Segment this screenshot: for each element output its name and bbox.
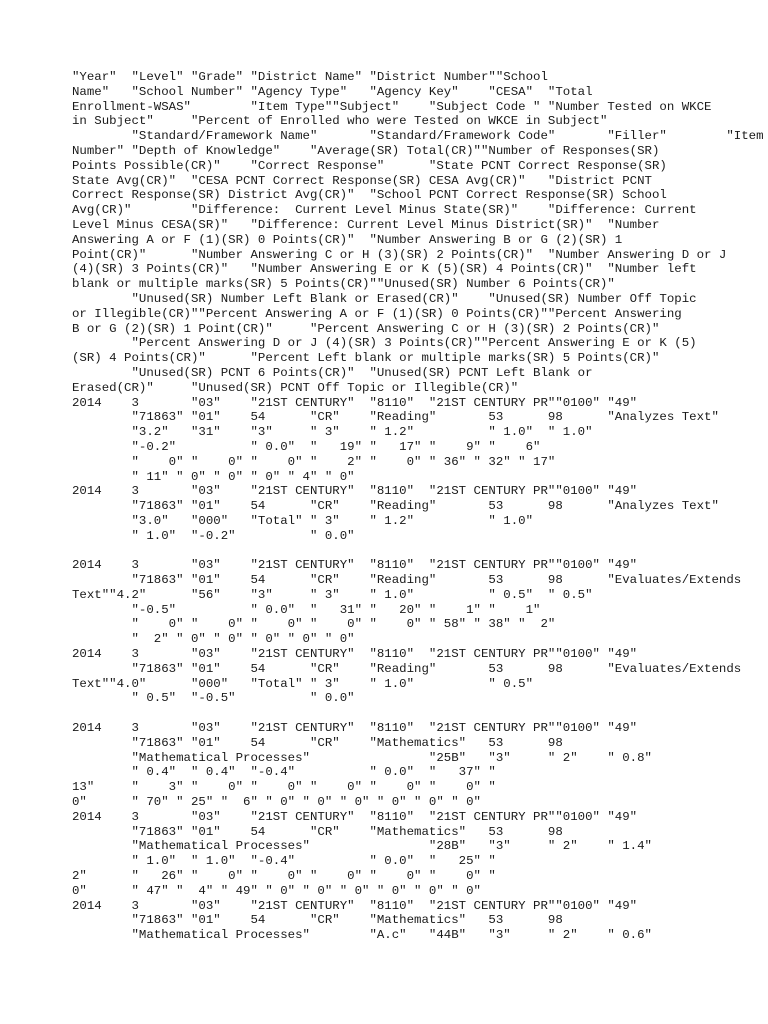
text-line: Text""4.2" "56" "3" " 3" " 1.0" " 0.5" " 0.5" <box>72 587 593 602</box>
text-line: "Mathematical Processes" "25B" "3" " 2" " 0.8" <box>72 750 652 765</box>
text-line: " 11" " 0" " 0" " 0" " 4" " 0" <box>72 469 355 484</box>
text-line: Number" "Depth of Knowledge" "Average(SR) Total(CR)""Number of Responses(SR) <box>72 143 660 158</box>
text-line: "Percent Answering D or J (4)(SR) 3 Points(CR)""Percent Answering E or K (5) <box>72 336 697 351</box>
text-line: " 0.4" " 0.4" "-0.4" " 0.0" " 37" " <box>72 765 496 780</box>
text-line: 0" " 47" " 4" " 49" " 0" " 0" " 0" " 0" " 0" " 0" <box>72 883 481 898</box>
text-line: " 0.5" "-0.5" " 0.0" <box>72 691 355 706</box>
text-line: B or G (2)(SR) 1 Point(CR)" "Percent Answering C or H (3)(SR) 2 Points(CR)" <box>72 321 660 336</box>
text-line: Correct Response(SR) District Avg(CR)" "School PCNT Correct Response(SR) School <box>72 188 667 203</box>
text-line: State Avg(CR)" "CESA PCNT Correct Response(SR) CESA Avg(CR)" "District PCNT <box>72 173 652 188</box>
text-line: "Mathematical Processes" "A.c" "44B" "3" " 2" " 0.6" <box>72 928 652 943</box>
text-line: " 2" " 0" " 0" " 0" " 0" " 0" <box>72 632 355 647</box>
text-line: 2014 3 "03" "21ST CENTURY" "8110" "21ST CENTURY PR""0100" "49" <box>72 395 638 410</box>
text-line: " 0" " 0" " 0" " 0" " 0" " 58" " 38" " 2" <box>72 617 556 632</box>
text-line: 2014 3 "03" "21ST CENTURY" "8110" "21ST CENTURY PR""0100" "49" <box>72 898 638 913</box>
text-line: " 1.0" "-0.2" " 0.0" <box>72 528 355 543</box>
text-line: or Illegible(CR)""Percent Answering A or F (1)(SR) 0 Points(CR)""Percent Answering <box>72 306 682 321</box>
text-line: "71863" "01" 54 "CR" "Reading" 53 98 "Evaluates/Extends <box>72 573 742 588</box>
text-line: "3.2" "31" "3" " 3" " 1.2" " 1.0" " 1.0" <box>72 425 593 440</box>
text-line: Name" "School Number" "Agency Type" "Agency Key" "CESA" "Total <box>72 84 593 99</box>
text-line: " 0" " 0" " 0" " 2" " 0" " 36" " 32" " 17" <box>72 454 556 469</box>
text-line: 2014 3 "03" "21ST CENTURY" "8110" "21ST CENTURY PR""0100" "49" <box>72 558 638 573</box>
text-line: "71863" "01" 54 "CR" "Reading" 53 98 "Analyzes Text" <box>72 410 719 425</box>
text-line: 2" " 26" " 0" " 0" " 0" " 0" " 0" " <box>72 869 496 884</box>
text-line: Level Minus CESA(SR)" "Difference: Current Level Minus District(SR)" "Number <box>72 217 660 232</box>
text-line: "-0.2" " 0.0" " 19" " 17" " 9" " 6" <box>72 439 541 454</box>
text-line: " 1.0" " 1.0" "-0.4" " 0.0" " 25" " <box>72 854 496 869</box>
text-line: blank or multiple marks(SR) 5 Points(CR)""Unused(SR) Number 6 Points(CR)" <box>72 277 615 292</box>
text-line: Erased(CR)" "Unused(SR) PCNT Off Topic or Illegible(CR)" <box>72 380 519 395</box>
text-line: "Year" "Level" "Grade" "District Name" "District Number""School <box>72 70 548 84</box>
text-line: "Unused(SR) PCNT 6 Points(CR)" "Unused(SR) PCNT Left Blank or <box>72 365 593 380</box>
text-line <box>72 544 764 559</box>
text-line: 2014 3 "03" "21ST CENTURY" "8110" "21ST CENTURY PR""0100" "49" <box>72 809 638 824</box>
text-line: Text""4.0" "000" "Total" " 3" " 1.0" " 0.5" <box>72 676 534 691</box>
text-line: "71863" "01" 54 "CR" "Reading" 53 98 "Evaluates/Extends <box>72 661 742 676</box>
text-line: 0" " 70" " 25" " 6" " 0" " 0" " 0" " 0" " 0" " 0" <box>72 795 481 810</box>
text-line: "Standard/Framework Name" "Standard/Framework Code" "Filler" "Item <box>72 129 764 144</box>
text-line: 13" " 3" " 0" " 0" " 0" " 0" " 0" " <box>72 780 496 795</box>
text-line: (SR) 4 Points(CR)" "Percent Left blank or multiple marks(SR) 5 Points(CR)" <box>72 351 660 366</box>
text-line: Enrollment-WSAS" "Item Type""Subject" "Subject Code " "Number Tested on WKCE <box>72 99 712 114</box>
text-line: 2014 3 "03" "21ST CENTURY" "8110" "21ST CENTURY PR""0100" "49" <box>72 484 638 499</box>
text-line: Avg(CR)" "Difference: Current Level Minus State(SR)" "Difference: Current <box>72 203 697 218</box>
text-line: "71863" "01" 54 "CR" "Mathematics" 53 98 <box>72 824 563 839</box>
text-line: "71863" "01" 54 "CR" "Mathematics" 53 98 <box>72 913 563 928</box>
text-line: 2014 3 "03" "21ST CENTURY" "8110" "21ST CENTURY PR""0100" "49" <box>72 721 638 736</box>
text-line: Answering A or F (1)(SR) 0 Points(CR)" "Number Answering B or G (2)(SR) 1 <box>72 232 623 247</box>
text-line: "-0.5" " 0.0" " 31" " 20" " 1" " 1" <box>72 602 541 617</box>
text-line: 2014 3 "03" "21ST CENTURY" "8110" "21ST CENTURY PR""0100" "49" <box>72 647 638 662</box>
text-line: Point(CR)" "Number Answering C or H (3)(SR) 2 Points(CR)" "Number Answering D or J <box>72 247 727 262</box>
text-line: "Unused(SR) Number Left Blank or Erased(CR)" "Unused(SR) Number Off Topic <box>72 291 697 306</box>
text-line: (4)(SR) 3 Points(CR)" "Number Answering E or K (5)(SR) 4 Points(CR)" "Number left <box>72 262 697 277</box>
text-line: "71863" "01" 54 "CR" "Reading" 53 98 "Analyzes Text" <box>72 499 719 514</box>
tab-delimited-text <box>72 70 764 943</box>
text-line: "3.0" "000" "Total" " 3" " 1.2" " 1.0" <box>72 513 534 528</box>
text-line: "Mathematical Processes" "28B" "3" " 2" " 1.4" <box>72 839 652 854</box>
text-line <box>72 706 764 721</box>
text-line: Points Possible(CR)" "Correct Response" "State PCNT Correct Response(SR) <box>72 158 667 173</box>
text-line: in Subject" "Percent of Enrolled who were Tested on WKCE in Subject" <box>72 114 608 129</box>
text-line: "71863" "01" 54 "CR" "Mathematics" 53 98 <box>72 735 563 750</box>
